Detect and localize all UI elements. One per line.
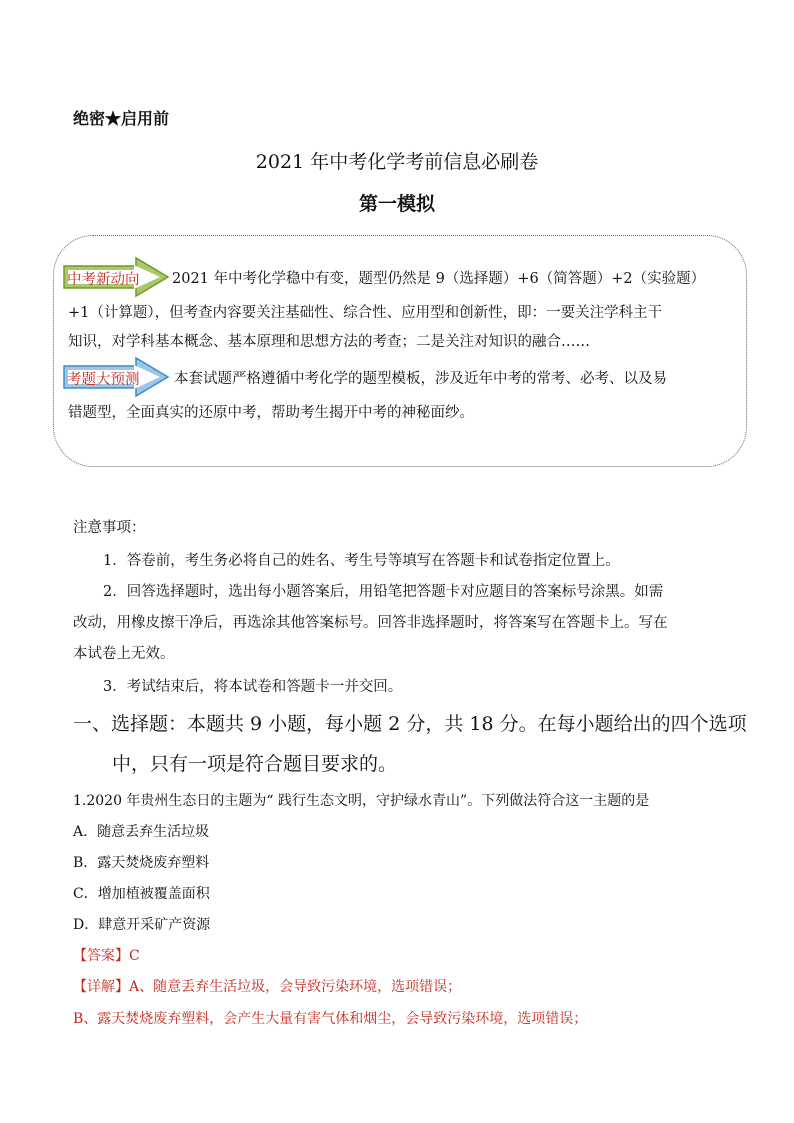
answer-label: 【答案】 xyxy=(73,948,129,964)
notes-line-4: 本试卷上无效。 xyxy=(73,646,175,662)
section-heading-line-2: 中，只有一项是符合题目要求的。 xyxy=(112,753,398,775)
trend-line-1: 2021 年中考化学稳中有变，题型仍然是 9（选择题）+6（简答题）+2（实验题） xyxy=(172,271,706,287)
forecast-line-2: 错题型，全面真实的还原中考，帮助考生揭开中考的神秘面纱。 xyxy=(68,405,474,421)
notes-line-5: 3．考试结束后，将本试卷和答题卡一并交回。 xyxy=(103,679,403,695)
detail-text-1: A、随意丢弃生活垃圾，会导致污染环境，选项错误； xyxy=(129,979,462,995)
forecast-tag: 考题大预测 xyxy=(67,372,140,388)
trend-line-3: 知识，对学科基本概念、基本原理和思想方法的考查；二是关注对知识的融合…… xyxy=(68,334,590,350)
notes-line-2: 2．回答选择题时，选出每小题答案后，用铅笔把答题卡对应题目的答案标号涂黑。如需 xyxy=(103,584,664,600)
question-stem: 1.2020 年贵州生态日的主题为“ 践行生态文明，守护绿水青山”。下列做法符合这一主题的是 xyxy=(73,793,650,809)
answer-value: C xyxy=(129,948,140,964)
notes-line-3: 改动，用橡皮擦干净后，再选涂其他答案标号。回答非选择题时，将答案写在答题卡上。写在 xyxy=(73,615,668,631)
trend-tag: 中考新动向 xyxy=(67,272,140,288)
detail-line-2: B、露天焚烧废弃塑料，会产生大量有害气体和烟尘，会导致污染环境，选项错误； xyxy=(73,1011,588,1027)
detail-label: 【详解】 xyxy=(73,979,129,995)
trend-line-2: +1（计算题），但考查内容要关注基础性、综合性、应用型和创新性，即：一要关注学科主干 xyxy=(68,305,663,321)
exam-title: 2021 年中考化学考前信息必刷卷 xyxy=(255,151,539,173)
detail-line-1 xyxy=(73,976,461,996)
forecast-line-1: 本套试题严格遵循中考化学的题型模板，涉及近年中考的常考、必考、以及易 xyxy=(174,371,667,387)
option-b: B．露天焚烧废弃塑料 xyxy=(73,855,210,871)
notes-heading: 注意事项： xyxy=(73,520,146,536)
section-heading-line-1: 一、选择题：本题共 9 小题，每小题 2 分，共 18 分。在每小题给出的四个选项 xyxy=(73,713,747,735)
confidential-label: 绝密★启用前 xyxy=(73,109,170,128)
option-a: A．随意丢弃生活垃圾 xyxy=(73,824,210,840)
option-c: C．增加植被覆盖面积 xyxy=(73,886,210,902)
option-d: D．肆意开采矿产资源 xyxy=(73,917,211,933)
notes-line-1: 1．答卷前，考生务必将自己的姓名、考生号等填写在答题卡和试卷指定位置上。 xyxy=(103,553,620,569)
answer-line xyxy=(73,945,140,965)
exam-subtitle: 第一模拟 xyxy=(358,193,435,215)
